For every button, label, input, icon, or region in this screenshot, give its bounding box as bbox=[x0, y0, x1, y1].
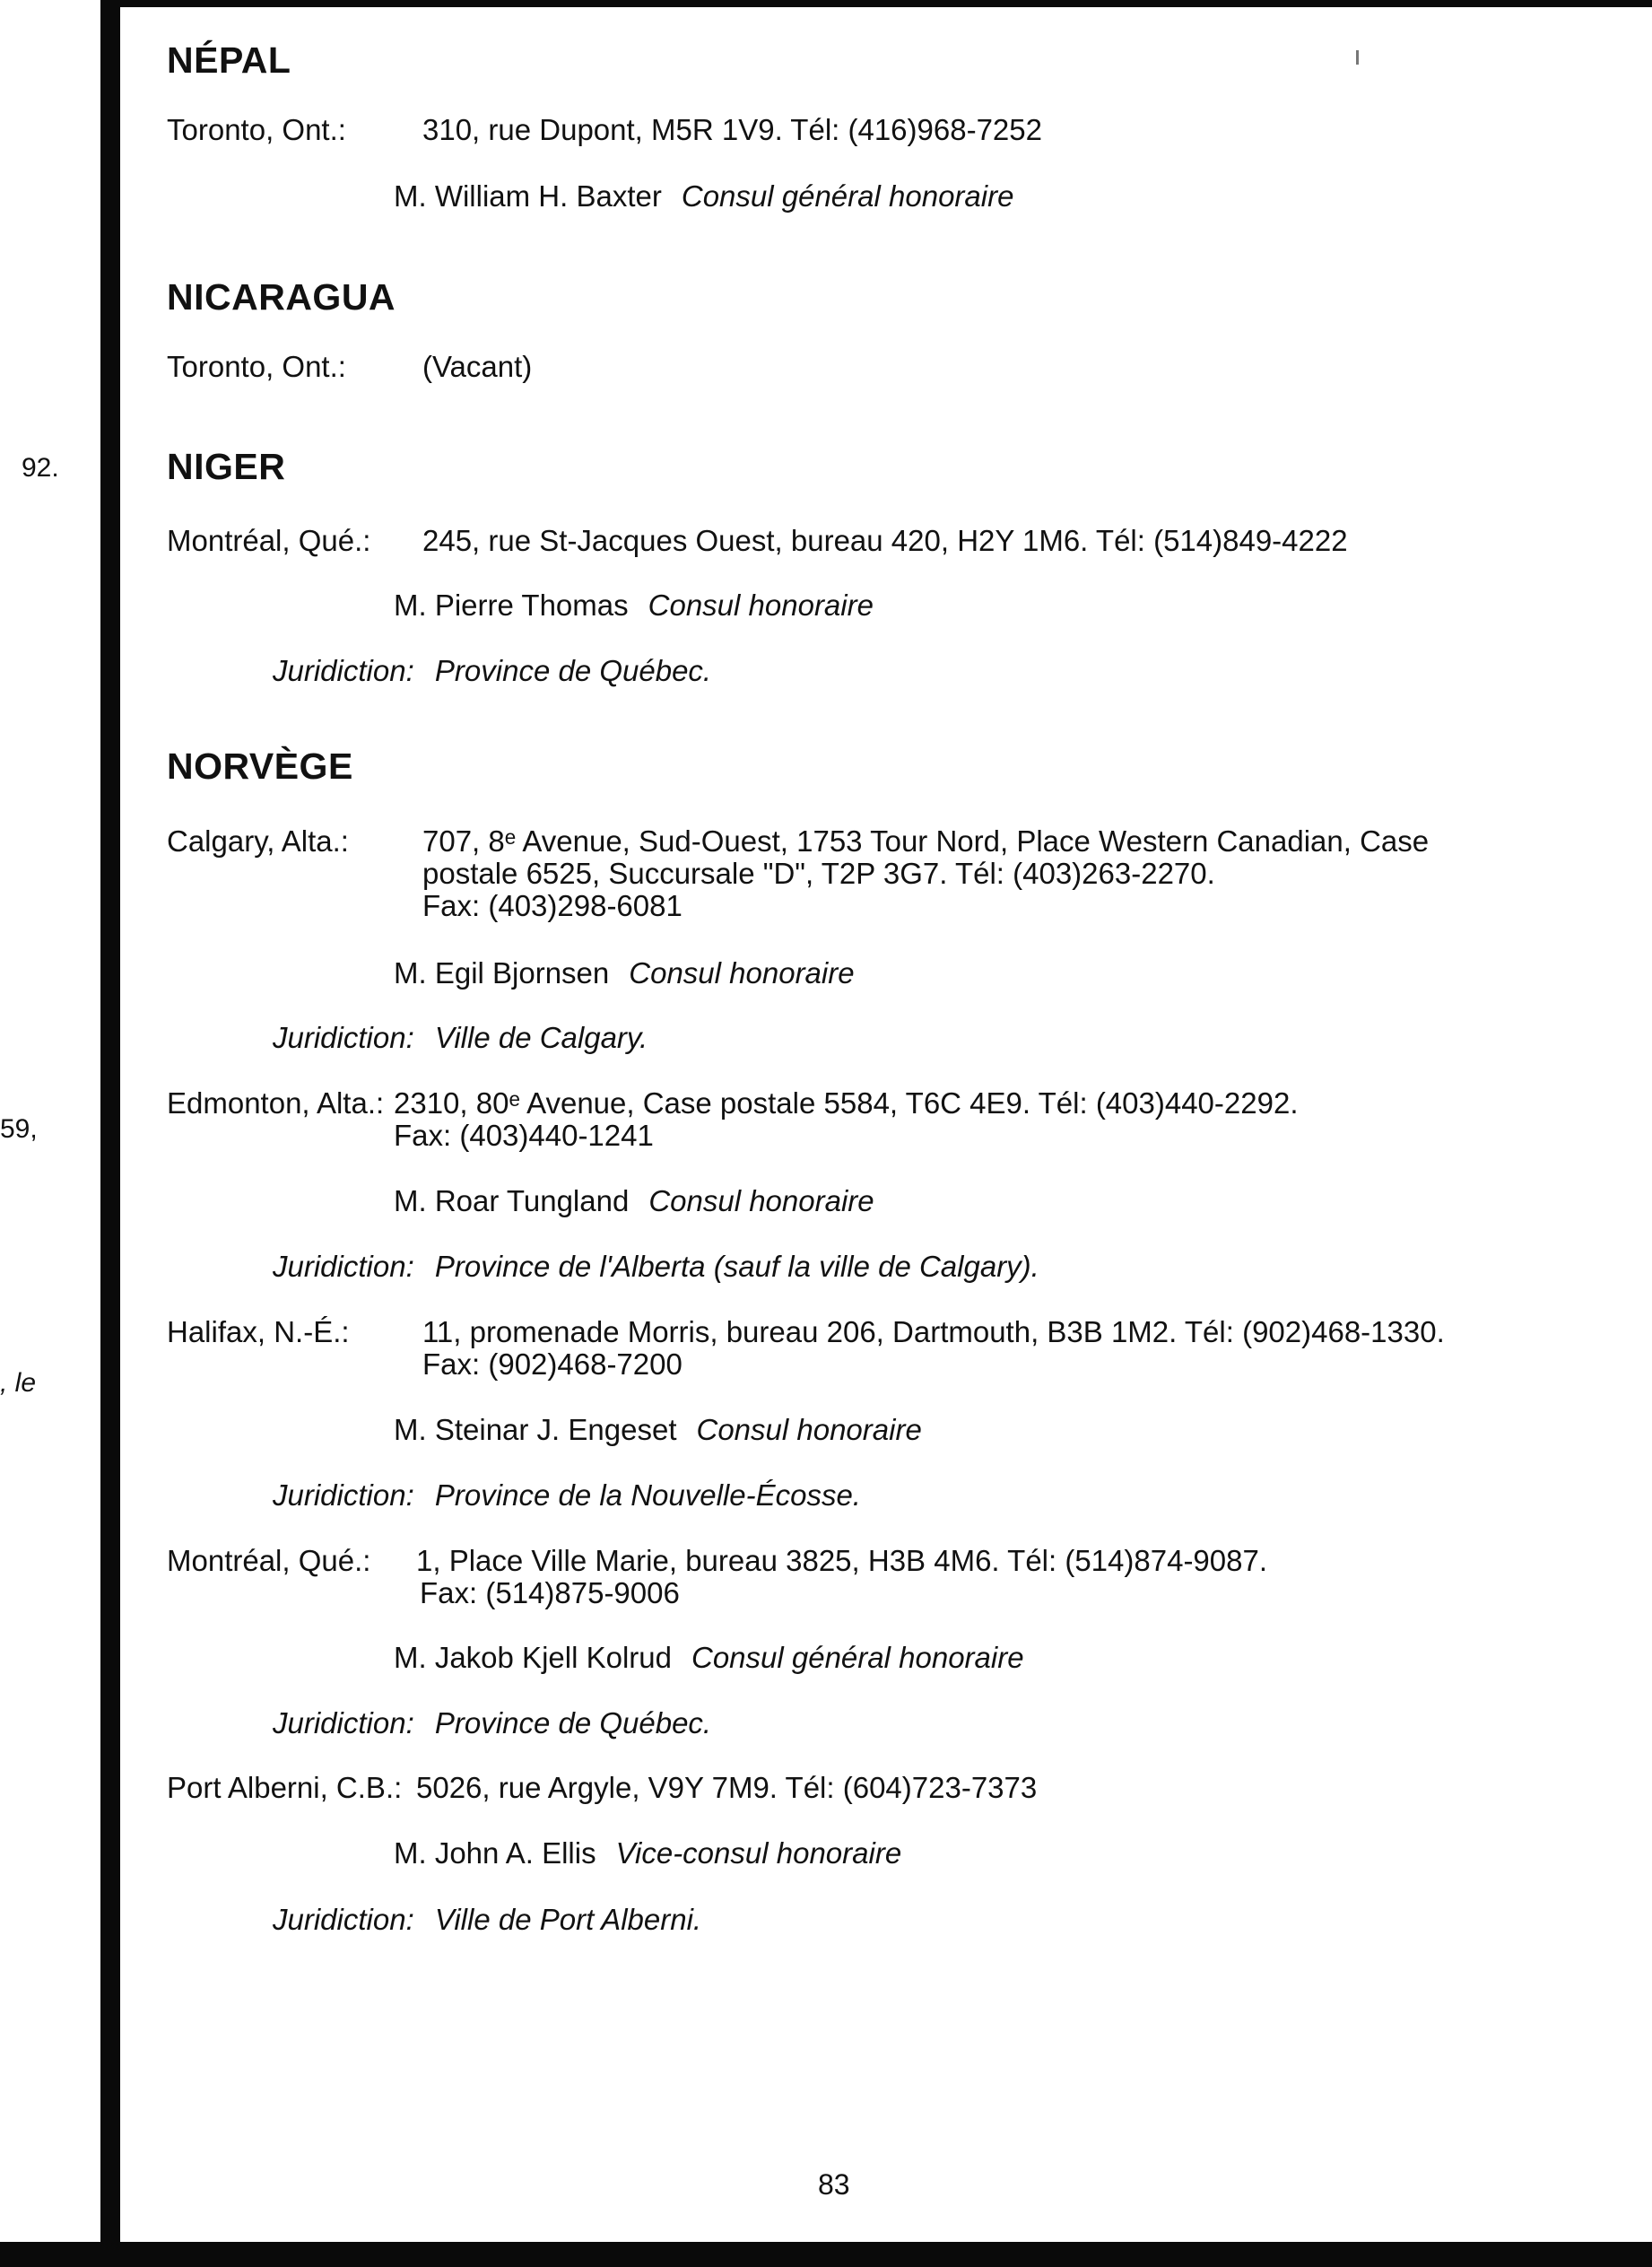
entry-address bbox=[416, 1545, 1618, 1609]
consul-entry bbox=[394, 1413, 922, 1447]
consul-name: M. Jakob Kjell Kolrud bbox=[394, 1641, 672, 1674]
consul-name: M. Steinar J. Engeset bbox=[394, 1413, 677, 1446]
consul-name: M. William H. Baxter bbox=[394, 179, 662, 213]
page-number: 83 bbox=[818, 2168, 850, 2201]
scan-bottom-edge bbox=[0, 2242, 1652, 2267]
address-line: 2310, 80ᵉ Avenue, Case postale 5584, T6C 4E9. Tél: (403)440-2292. bbox=[394, 1086, 1299, 1120]
entry-city: Toronto, Ont.: bbox=[167, 113, 346, 146]
address-line: postale 6525, Succursale "D", T2P 3G7. Tél: (403)263-2270. bbox=[422, 857, 1215, 890]
consul-title: Consul honoraire bbox=[696, 1413, 922, 1446]
jurisdiction-label: Juridiction: bbox=[273, 654, 414, 687]
entry-address: 310, rue Dupont, M5R 1V9. Tél: (416)968-7252 bbox=[422, 113, 1042, 146]
entry-address bbox=[422, 1316, 1624, 1381]
jurisdiction-line bbox=[273, 1903, 701, 1937]
jurisdiction-label: Juridiction: bbox=[273, 1903, 414, 1936]
address-line: Fax: (403)440-1241 bbox=[394, 1119, 654, 1152]
entry-address: (Vacant) bbox=[422, 350, 533, 383]
address-line: 11, promenade Morris, bureau 206, Dartmouth, B3B 1M2. Tél: (902)468-1330. bbox=[422, 1315, 1445, 1348]
jurisdiction-value: Province de Québec. bbox=[434, 1706, 712, 1739]
country-heading: NÉPAL bbox=[167, 39, 291, 81]
address-line: 1, Place Ville Marie, bureau 3825, H3B 4M6. Tél: (514)874-9087. bbox=[416, 1544, 1268, 1577]
entry-address bbox=[394, 1087, 1613, 1152]
consul-title: Consul honoraire bbox=[629, 956, 855, 990]
jurisdiction-label: Juridiction: bbox=[273, 1478, 414, 1512]
entry-address bbox=[422, 825, 1606, 922]
consul-title: Consul honoraire bbox=[648, 589, 874, 622]
consul-title: Consul général honoraire bbox=[691, 1641, 1024, 1674]
jurisdiction-value: Province de Québec. bbox=[434, 654, 712, 687]
country-heading: NORVÈGE bbox=[167, 745, 353, 787]
address-line: 707, 8ᵉ Avenue, Sud-Ouest, 1753 Tour Nord, Place Western Canadian, Case bbox=[422, 824, 1430, 858]
consul-name: M. John A. Ellis bbox=[394, 1836, 596, 1870]
country-heading: NIGER bbox=[167, 446, 286, 487]
entry-city: Edmonton, Alta.: bbox=[167, 1086, 385, 1120]
consul-entry bbox=[394, 589, 874, 623]
consul-name: M. Pierre Thomas bbox=[394, 589, 629, 622]
address-line: Fax: (902)468-7200 bbox=[422, 1347, 683, 1381]
jurisdiction-label: Juridiction: bbox=[273, 1021, 414, 1054]
entry-city: Toronto, Ont.: bbox=[167, 350, 346, 383]
entry-address: 5026, rue Argyle, V9Y 7M9. Tél: (604)723-7373 bbox=[416, 1771, 1038, 1804]
jurisdiction-line bbox=[273, 1706, 711, 1740]
consul-title: Consul honoraire bbox=[648, 1184, 874, 1217]
binding-spine bbox=[100, 0, 120, 2267]
consul-name: M. Roar Tungland bbox=[394, 1184, 630, 1217]
address-line: Fax: (514)875-9006 bbox=[420, 1576, 680, 1609]
consul-entry bbox=[394, 956, 855, 990]
jurisdiction-label: Juridiction: bbox=[273, 1250, 414, 1283]
margin-fragment: , le bbox=[0, 1368, 37, 1398]
entry-address: 245, rue St-Jacques Ouest, bureau 420, H2Y 1M6. Tél: (514)849-4222 bbox=[422, 524, 1348, 557]
consul-entry bbox=[394, 1641, 1024, 1675]
entry-city: Calgary, Alta.: bbox=[167, 824, 349, 858]
jurisdiction-line bbox=[273, 1478, 861, 1513]
jurisdiction-line bbox=[273, 1021, 648, 1055]
consul-title: Consul général honoraire bbox=[681, 179, 1014, 213]
consul-title: Vice-consul honoraire bbox=[615, 1836, 902, 1870]
jurisdiction-label: Juridiction: bbox=[273, 1706, 414, 1739]
consul-name: M. Egil Bjornsen bbox=[394, 956, 610, 990]
jurisdiction-line bbox=[273, 1250, 1039, 1284]
jurisdiction-value: Ville de Port Alberni. bbox=[434, 1903, 702, 1936]
entry-city: Halifax, N.-É.: bbox=[167, 1315, 350, 1348]
jurisdiction-value: Province de l'Alberta (sauf la ville de Calgary). bbox=[434, 1250, 1039, 1283]
address-line: Fax: (403)298-6081 bbox=[422, 889, 683, 922]
margin-fragment: 59, bbox=[0, 1114, 38, 1144]
jurisdiction-value: Ville de Calgary. bbox=[434, 1021, 648, 1054]
entry-city: Port Alberni, C.B.: bbox=[167, 1771, 403, 1804]
jurisdiction-value: Province de la Nouvelle-Écosse. bbox=[434, 1478, 861, 1512]
jurisdiction-line bbox=[273, 654, 711, 688]
margin-fragment: 92. bbox=[22, 453, 59, 483]
consul-entry bbox=[394, 179, 1013, 214]
entry-city: Montréal, Qué.: bbox=[167, 1544, 371, 1577]
directory-page bbox=[167, 0, 1638, 2242]
consul-entry bbox=[394, 1836, 901, 1870]
country-heading: NICARAGUA bbox=[167, 276, 396, 318]
consul-entry bbox=[394, 1184, 874, 1218]
entry-city: Montréal, Qué.: bbox=[167, 524, 371, 557]
